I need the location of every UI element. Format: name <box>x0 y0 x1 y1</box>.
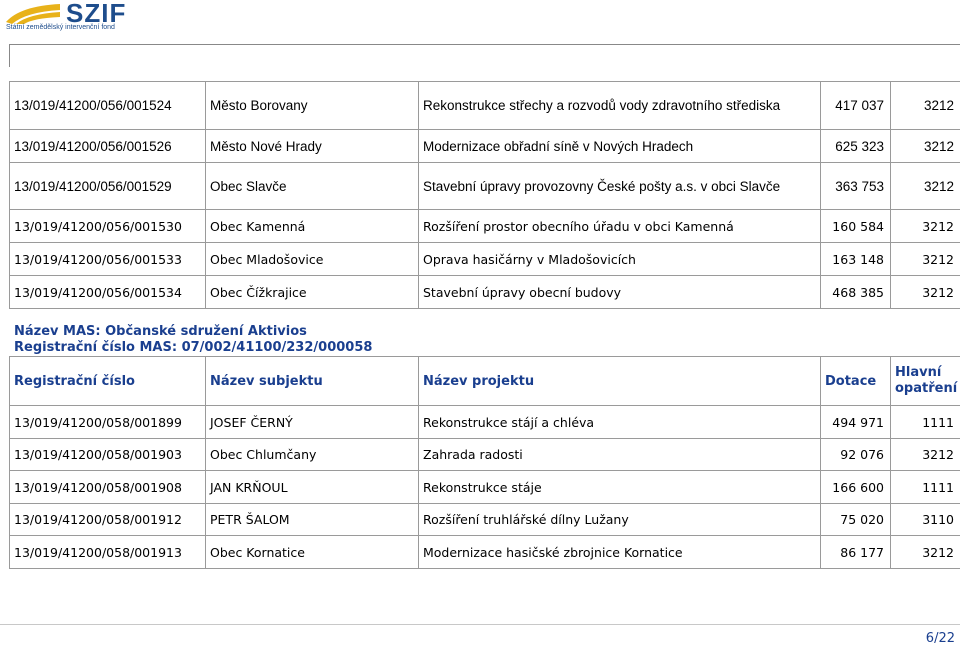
measure-cell: 3212 <box>891 210 960 243</box>
subject-cell: Město Nové Hrady <box>206 130 419 163</box>
subject-cell: Obec Chlumčany <box>206 439 419 471</box>
project-cell: Zahrada radosti <box>419 439 821 471</box>
table-row <box>10 210 960 243</box>
top-frame <box>9 44 960 67</box>
header-subject: Název subjektu <box>206 357 419 406</box>
subject-cell: PETR ŠALOM <box>206 504 419 536</box>
reg-cell: 13/019/41200/056/001529 <box>10 163 206 210</box>
measure-cell: 3212 <box>891 243 960 276</box>
header-measure <box>891 357 960 406</box>
measure-cell: 1111 <box>891 471 960 504</box>
project-cell: Modernizace obřadní síně v Nových Hradech <box>419 130 821 163</box>
table-header-row <box>10 357 960 406</box>
project-cell: Stavební úpravy provozovny České pošty a.s. v obci Slavče <box>419 163 821 210</box>
project-cell: Modernizace hasičské zbrojnice Kornatice <box>419 536 821 569</box>
measure-cell: 3212 <box>891 276 960 309</box>
reg-cell: 13/019/41200/056/001534 <box>10 276 206 309</box>
project-cell: Rekonstrukce stájí a chléva <box>419 406 821 439</box>
amount-cell: 494 971 <box>821 406 891 439</box>
subject-cell: Obec Kornatice <box>206 536 419 569</box>
logo-subtitle: Státní zemědělský intervenční fond <box>6 24 115 31</box>
table-row <box>10 276 960 309</box>
amount-cell: 86 177 <box>821 536 891 569</box>
measure-cell: 3212 <box>891 163 960 210</box>
amount-cell: 92 076 <box>821 439 891 471</box>
table-row <box>10 536 960 569</box>
mas-info <box>14 324 372 356</box>
footer-divider <box>0 624 960 625</box>
subject-cell: Obec Čížkrajice <box>206 276 419 309</box>
table-row <box>10 439 960 471</box>
table-row <box>10 471 960 504</box>
reg-cell: 13/019/41200/058/001913 <box>10 536 206 569</box>
amount-cell: 417 037 <box>821 82 891 130</box>
subject-cell: Obec Mladošovice <box>206 243 419 276</box>
amount-cell: 468 385 <box>821 276 891 309</box>
reg-cell: 13/019/41200/056/001526 <box>10 130 206 163</box>
project-cell: Rozšíření prostor obecního úřadu v obci Kamenná <box>419 210 821 243</box>
measure-cell: 3212 <box>891 439 960 471</box>
project-cell: Rozšíření truhlářské dílny Lužany <box>419 504 821 536</box>
amount-cell: 363 753 <box>821 163 891 210</box>
projects-table-2 <box>9 356 960 569</box>
table-row <box>10 130 960 163</box>
amount-cell: 166 600 <box>821 471 891 504</box>
measure-cell: 3110 <box>891 504 960 536</box>
project-cell: Stavební úpravy obecní budovy <box>419 276 821 309</box>
measure-cell: 1111 <box>891 406 960 439</box>
subject-cell: Město Borovany <box>206 82 419 130</box>
measure-cell: 3212 <box>891 536 960 569</box>
reg-cell: 13/019/41200/056/001530 <box>10 210 206 243</box>
subject-cell: Obec Kamenná <box>206 210 419 243</box>
reg-cell: 13/019/41200/058/001908 <box>10 471 206 504</box>
table-row <box>10 243 960 276</box>
reg-cell: 13/019/41200/058/001899 <box>10 406 206 439</box>
reg-cell: 13/019/41200/056/001533 <box>10 243 206 276</box>
amount-cell: 160 584 <box>821 210 891 243</box>
subject-cell: JOSEF ČERNÝ <box>206 406 419 439</box>
subject-cell: JAN KRŇOUL <box>206 471 419 504</box>
table-row <box>10 504 960 536</box>
amount-cell: 75 020 <box>821 504 891 536</box>
project-cell: Rekonstrukce střechy a rozvodů vody zdravotního střediska <box>419 82 821 130</box>
reg-cell: 13/019/41200/058/001903 <box>10 439 206 471</box>
szif-logo-mark-icon <box>6 2 60 24</box>
table-row <box>10 163 960 210</box>
page-number: 6/22 <box>925 631 955 646</box>
projects-table-1 <box>9 81 960 309</box>
reg-cell: 13/019/41200/058/001912 <box>10 504 206 536</box>
header-amount: Dotace <box>821 357 891 406</box>
project-cell: Rekonstrukce stáje <box>419 471 821 504</box>
logo-title: SZIF <box>66 0 127 28</box>
subject-cell: Obec Slavče <box>206 163 419 210</box>
header-measure-line1: Hlavní <box>895 365 942 380</box>
header-project: Název projektu <box>419 357 821 406</box>
mas-reg-number: Registrační číslo MAS: 07/002/41100/232/000058 <box>14 340 373 355</box>
measure-cell: 3212 <box>891 82 960 130</box>
measure-cell: 3212 <box>891 130 960 163</box>
szif-logo <box>2 0 132 36</box>
amount-cell: 625 323 <box>821 130 891 163</box>
header-reg: Registrační číslo <box>10 357 206 406</box>
table-row <box>10 406 960 439</box>
amount-cell: 163 148 <box>821 243 891 276</box>
mas-name: Název MAS: Občanské sdružení Aktivios <box>14 324 307 339</box>
header-measure-line2: opatření <box>895 381 958 396</box>
table-row <box>10 82 960 130</box>
reg-cell: 13/019/41200/056/001524 <box>10 82 206 130</box>
project-cell: Oprava hasičárny v Mladošovicích <box>419 243 821 276</box>
